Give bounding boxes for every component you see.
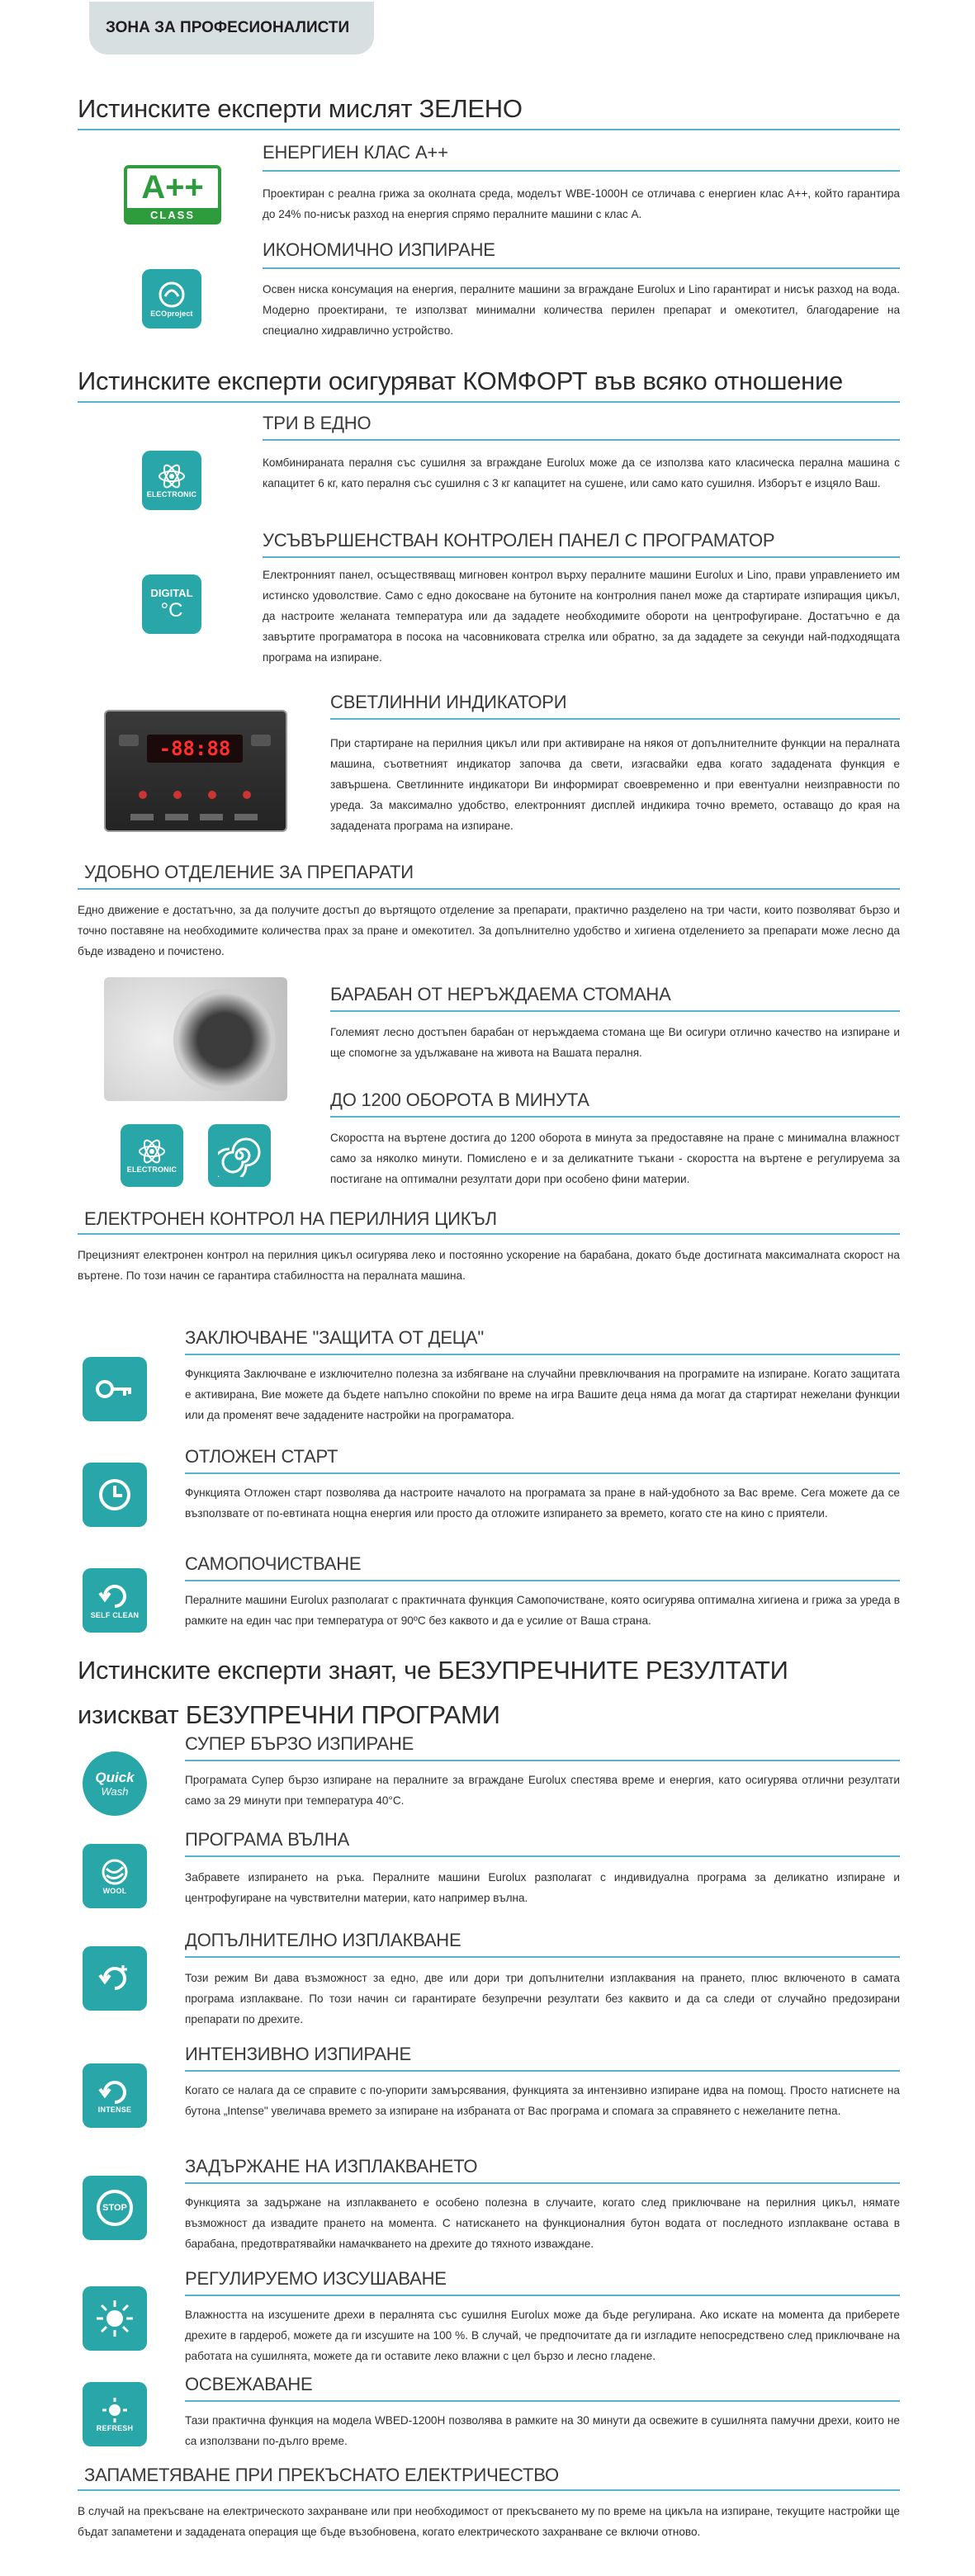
eco-project-icon	[142, 269, 201, 328]
badge-sub: CLASS	[149, 209, 196, 221]
icon-label: WOOL	[102, 1887, 127, 1895]
divider	[263, 267, 900, 269]
divider	[263, 556, 900, 558]
divider	[185, 1956, 900, 1958]
indicators-title: СВЕТЛИННИ ИНДИКАТОРИ	[330, 692, 567, 712]
energy-text: Проектиран с реална грижа за околната среда, моделът WBE-1000H се отличава с енергиен клас A++, който гарантира до 24% по-нисък разход на енергия спрямо пералните машини с клас А.	[263, 187, 900, 220]
divider	[185, 2295, 900, 2296]
panel-buttons	[130, 814, 263, 820]
extra-rinse-icon	[83, 1946, 147, 2011]
indicator-led	[243, 791, 251, 799]
refresh-title: ОСВЕЖАВАНЕ	[185, 2374, 313, 2394]
divider	[185, 1580, 900, 1581]
energy-title: ЕНЕРГИЕН КЛАС А++	[263, 142, 448, 163]
key-lock-icon	[83, 1357, 147, 1421]
divider	[330, 718, 900, 720]
spin-spiral-icon	[208, 1124, 271, 1187]
icon-symbol: °C	[160, 598, 183, 622]
detergent-title: УДОБНО ОТДЕЛЕНИЕ ЗА ПРЕПАРАТИ	[84, 862, 414, 882]
memory-title: ЗАПАМЕТЯВАНЕ ПРИ ПРЕКЪСНАТО ЕЛЕКТРИЧЕСТВО	[84, 2465, 559, 2485]
electronic-control-title: ЕЛЕКТРОНЕН КОНТРОЛ НА ПЕРИЛНИЯ ЦИКЪЛ	[84, 1208, 497, 1229]
three-in-one-text: Комбинираната пералня със сушилня за вграждане Eurolux може да се използва като класическа перална машина с капацитет 6 кг, като пералня със сушилня с 3 кг капацитет на сушене, или само като сушилня. Изборът е изцяло Ваш.	[263, 456, 900, 489]
intense-wash-title: ИНТЕНЗИВНО ИЗПИРАНЕ	[185, 2044, 411, 2064]
divider	[185, 1760, 900, 1761]
wool-title: ПРОГРАМА ВЪЛНА	[185, 1829, 350, 1850]
digital-temperature-icon	[142, 574, 201, 634]
section-title-results-1: Истинските експерти знаят, че БЕЗУПРЕЧНИТЕ РЕЗУЛТАТИ	[78, 1656, 788, 1685]
divider	[185, 2182, 900, 2184]
rinse-hold-text: Функцията за задържане на изплакването е особено полезна в случаите, когато след приключване на перилния цикъл, нямате възможност да извадите прането на момента. С натискането на функционалния бутон водата от последното изплакване остава в барабана, предотвратявайки намачкването на дрехите до тяхното изваждане.	[185, 2196, 900, 2250]
wool-text: Забравете изпирането на ръка. Пералните машини Eurolux разполагат с индивидуална програма за деликатно изпиране и центрофугиране на чувствителни материи, като например вълна.	[185, 1871, 900, 1904]
divider	[263, 439, 900, 441]
rpm-title: ДО 1200 ОБОРОТА В МИНУТА	[330, 1089, 589, 1110]
electronic-control-text: Прецизният електронен контрол на перилния цикъл осигурява леко и постоянно ускорение на барабана, докато бъде достигната максималната скорост на въртене. По този начин се гарантира стабилността на пералната машина.	[78, 1249, 900, 1282]
clock-icon	[83, 1463, 147, 1527]
divider	[185, 2400, 900, 2402]
icon-label: ECOproject	[150, 310, 193, 318]
divider	[78, 129, 900, 130]
panel-button	[119, 735, 139, 746]
badge-text: A++	[141, 169, 204, 206]
control-panel-title: УСЪВЪРШЕНСТВАН КОНТРОЛЕН ПАНЕЛ С ПРОГРАМАТОР	[263, 530, 775, 551]
delay-start-title: ОТЛОЖЕН СТАРТ	[185, 1446, 338, 1467]
sun-dry-icon	[83, 2286, 147, 2351]
extra-rinse-title: ДОПЪЛНИТЕЛНО ИЗПЛАКВАНЕ	[185, 1930, 461, 1950]
icon-label: REFRESH	[96, 2424, 134, 2432]
divider	[185, 1855, 900, 1857]
indicators-text: При стартиране на перилния цикъл или при активиране на някоя от допълнителните функции на пералната машина, съответният индикатор започва да свети, изгасвайки едва когато зададената функция е завършена. Светлинните индикатори Ви информират своевременно и при евентуални неизправности по уреда. За максимално удобство, електронният дисплей индикира точно времето, оставащо до края на зададената програма на изпиране.	[330, 737, 900, 832]
divider	[263, 170, 900, 172]
electronic-icon	[121, 1124, 183, 1187]
indicator-led	[173, 791, 182, 799]
indicator-led	[139, 791, 147, 799]
intense-wash-text: Когато се налага да се справите с по-упорити замърсявания, функцията за интензивно изпиране идва на помощ. Просто натиснете на бутона „Intense" увеличава времето за изпиране на избраната от Вас програма и спомага за справянето с нежеланите петна.	[185, 2084, 900, 2117]
divider	[78, 2489, 900, 2491]
icon-label: INTENSE	[97, 2106, 132, 2114]
icon-label: ELECTRONIC	[146, 490, 197, 499]
drum-door	[173, 989, 276, 1091]
divider	[185, 1354, 900, 1355]
eco-text: Освен ниска консумация на енергия, пералните машини за вграждане Eurolux и Lino гарантират и нисък разход на вода. Модерно проектирани, те използват минимални количества перилен препарат и омекотител, благодарение на специално хидравлично устройство.	[263, 283, 900, 337]
section-title-results-2: изискват БЕЗУПРЕЧНИ ПРОГРАМИ	[78, 1700, 500, 1729]
divider	[185, 2070, 900, 2072]
panel-button	[251, 735, 271, 746]
drum-text: Големият лесно достъпен барабан от неръждаема стомана ще Ви осигури отлично качество на изпиране и ще спомогне за удължаване на живота на Вашата пералня.	[330, 1026, 900, 1059]
divider	[78, 888, 900, 890]
adjustable-dry-text: Влажността на изсушените дрехи в пералнята със сушилня Eurolux може да бъде регулирана. Ако искате на момента да приберете дрехите в гардероб, можете да ги изсушите на 100 %. В случай, че предпочитате да ги изгладите непосредствено след приключване на работата на сушилнята, можете да ги оставите леко влажни с цел бързо и лесно гладене.	[185, 2309, 900, 2362]
child-lock-text: Функцията Заключване е изключително полезна за избягване на случайни превключвания на програмите на изпиране. Когато защитата е активирана, Вие можете да бъдете напълно спокойни по време на игра Вашите деца няма да могат да стартират нежелани функции или да променят вече зададените настройки на програматора.	[185, 1368, 900, 1421]
icon-label: STOP	[102, 2203, 127, 2213]
rinse-hold-title: ЗАДЪРЖАНЕ НА ИЗПЛАКВАНЕТО	[185, 2156, 478, 2177]
divider	[78, 1233, 900, 1235]
rinse-stop-icon	[83, 2176, 147, 2240]
icon-label: Quick	[95, 1769, 135, 1785]
energy-class-badge-icon	[124, 165, 221, 225]
extra-rinse-text: Този режим Ви дава възможност за едно, две или дори три допълнителни изплаквания на прането, плюс включеното в самата програма изплакване. По този начин си гарантирате безупречни резултати без каквито и да са следи от случайно предозирани препарати по дрехите.	[185, 1972, 900, 2025]
refresh-icon	[83, 2382, 147, 2446]
quick-wash-text: Програмата Супер бързо изпиране на пералните за вграждане Eurolux спестява време и енергия, като осигурява отлични резултати само за 29 минути при температура 40°С.	[185, 1774, 900, 1807]
adjustable-dry-title: РЕГУЛИРУЕМО ИЗСУШАВАНЕ	[185, 2268, 447, 2289]
icon-label: ELECTRONIC	[126, 1165, 177, 1174]
professionals-zone-tab[interactable]: ЗОНА ЗА ПРОФЕСИОНАЛИСТИ	[89, 2, 374, 54]
rpm-text: Скоростта на въртене достига до 1200 оборота в минута за предоставяне на пране с минимална влажност само за няколко минути. Помислено е и за деликатните тъкани - скоростта на въртене е регулируема за постигане на оптимални резултати дори при особено фини материи.	[330, 1132, 900, 1185]
drum-title: БАРАБАН ОТ НЕРЪЖДАЕМА СТОМАНА	[330, 984, 671, 1004]
divider	[330, 1116, 900, 1118]
display-readout: -88:88	[147, 735, 243, 763]
icon-label: DIGITAL	[150, 586, 193, 599]
stop-ring	[97, 2190, 133, 2226]
intense-icon	[83, 2063, 147, 2128]
control-panel-image	[104, 710, 287, 832]
icon-label: SELF CLEAN	[90, 1611, 140, 1619]
wool-icon	[83, 1844, 147, 1908]
memory-text: В случай на прекъсване на електрическото захранване или при необходимост от прекъсването му по време на цикъла на изпиране, текущите настройки ще бъдат запаметени и зададената операция ще бъде възобновена, когато електрическото захранване се включи отново.	[78, 2505, 900, 2538]
detergent-text: Едно движение е достатъчно, за да получите достъп до въртящото отделение за препарати, практично разделено на три части, които позволяват бързо и точно поставяне на необходимите количества прах за пране и омекотител. За допълнително удобство и хигиена отделението за препарати може лесно да бъде извадено и почистено.	[78, 904, 900, 957]
self-clean-title: САМОПОЧИСТВАНЕ	[185, 1553, 362, 1574]
divider	[185, 1472, 900, 1474]
section-title-green: Истинските експерти мислят ЗЕЛЕНО	[78, 94, 523, 123]
quick-wash-title: СУПЕР БЪРЗО ИЗПИРАНЕ	[185, 1733, 414, 1754]
control-panel-text: Електронният панел, осъществяващ мигновен контрол върху пералните машини Eurolux и Lino, прави управлението им истинско удоволствие. Само с едно докосване на бутоните на контролния панел може да стартирате изпиращия цикъл, да настроите желаната температура или да зададете необходимите обороти на центрофугиране. Достатъчно е да завъртите програматора в посока на часовниковата стрелка или обратно, за да зададете за секунди най-подходящата програма на изпиране.	[263, 569, 900, 664]
divider	[78, 401, 900, 403]
three-in-one-title: ТРИ В ЕДНО	[263, 413, 372, 433]
indicator-led	[208, 791, 216, 799]
section-title-comfort: Истинските експерти осигуряват КОМФОРТ във всяко отношение	[78, 366, 843, 395]
eco-title: ИКОНОМИЧНО ИЗПИРАНЕ	[263, 239, 495, 260]
quick-wash-icon	[83, 1751, 147, 1816]
delay-start-text: Функцията Отложен старт позволява да настроите началото на програмата за пране в най-удобното за Вас време. Сега можете да се възползвате от по-евтината нощна енергия или просто да отложите изпирането за времето, когато сте на кино с приятели.	[185, 1487, 900, 1520]
divider	[330, 1010, 900, 1012]
refresh-text: Тази практична функция на модела WBED-1200H позволява в рамките на 30 минути да освежите в сушилнята памучни дрехи, които не са използвани по-дълго време.	[185, 2414, 900, 2447]
child-lock-title: ЗАКЛЮЧВАНЕ "ЗАЩИТА ОТ ДЕЦА"	[185, 1327, 484, 1348]
icon-label: Wash	[101, 1784, 129, 1798]
stainless-drum-image	[104, 977, 287, 1101]
self-clean-icon	[83, 1568, 147, 1633]
self-clean-text: Пералните машини Eurolux разполагат с практичната функция Самопочистване, която осигурява оптимална хигиена и грижа за уреда в рамките на един час при температура от 90ºС без каквото и да е усилие от Ваша страна.	[185, 1594, 900, 1627]
electronic-icon	[142, 451, 201, 510]
